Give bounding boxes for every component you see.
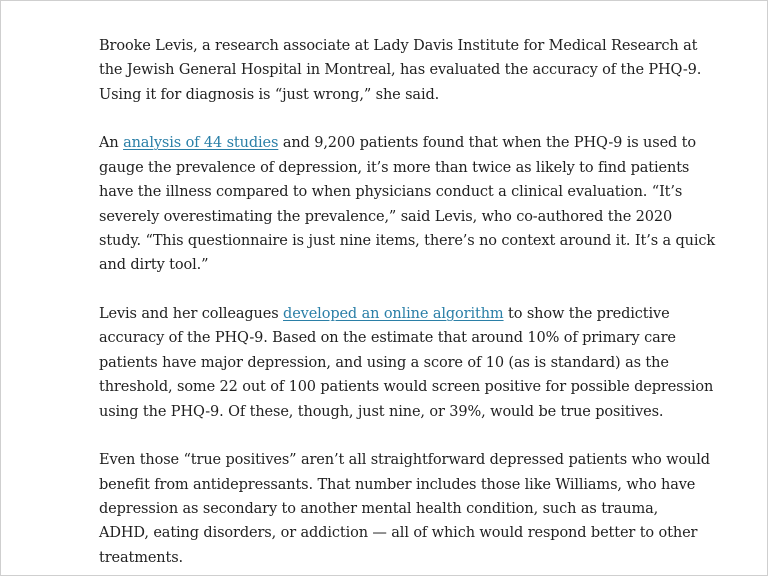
- text-fragment: to show the predictive: [503, 306, 670, 323]
- text-line: benefit from antidepressants. That number includes those like Williams, who have: [99, 476, 696, 493]
- paragraph-levis-intro: [99, 34, 702, 107]
- text-line: study. “This questionnaire is just nine items, there’s no context around it. It’s a quick: [99, 233, 716, 250]
- text-fragment: and 9,200 patients found that when the PHQ-9 is used to: [278, 135, 696, 152]
- text-line: gauge the prevalence of depression, it’s more than twice as likely to find patients: [99, 159, 690, 176]
- text-line: using the PHQ-9. Of these, though, just nine, or 39%, would be true positives.: [99, 403, 664, 420]
- text-line: Brooke Levis, a research associate at Lady Davis Institute for Medical Research at: [99, 38, 698, 54]
- text-line: severely overestimating the prevalence,” said Levis, who co-authored the 2020: [99, 208, 673, 225]
- paragraph-true-positives: [99, 448, 710, 570]
- text-fragment: An: [99, 135, 124, 152]
- text-line: ADHD, eating disorders, or addiction — all of which would respond better to other: [99, 525, 698, 542]
- text-line: patients have major depression, and using a score of 10 (as is standard) as the: [99, 354, 669, 371]
- text-line: accuracy of the PHQ-9. Based on the estimate that around 10% of primary care: [99, 330, 676, 347]
- text-fragment: Levis and her colleagues: [99, 306, 284, 323]
- text-line: Using it for diagnosis is “just wrong,” she said.: [99, 86, 440, 103]
- text-line: and dirty tool.”: [99, 257, 209, 274]
- text-line: have the illness compared to when physicians conduct a clinical evaluation. “It’s: [99, 184, 683, 201]
- text-line: [99, 302, 679, 326]
- text-line: treatments.: [99, 549, 184, 566]
- text-line: Even those “true positives” aren’t all straightforward depressed patients who would: [99, 452, 710, 469]
- text-line: depression as secondary to another mental health condition, such as trauma,: [99, 501, 659, 518]
- online-algorithm-link[interactable]: developed an online algorithm: [283, 306, 504, 323]
- article-body: [99, 34, 716, 576]
- text-line: [99, 131, 696, 155]
- text-line: the Jewish General Hospital in Montreal, has evaluated the accuracy of the PHQ-9.: [99, 62, 702, 79]
- text-line: threshold, some 22 out of 100 patients would screen positive for possible depression: [99, 379, 714, 396]
- paragraph-analysis: [99, 131, 716, 277]
- analysis-of-44-studies-link[interactable]: analysis of 44 studies: [123, 135, 279, 152]
- paragraph-algorithm: [99, 302, 714, 424]
